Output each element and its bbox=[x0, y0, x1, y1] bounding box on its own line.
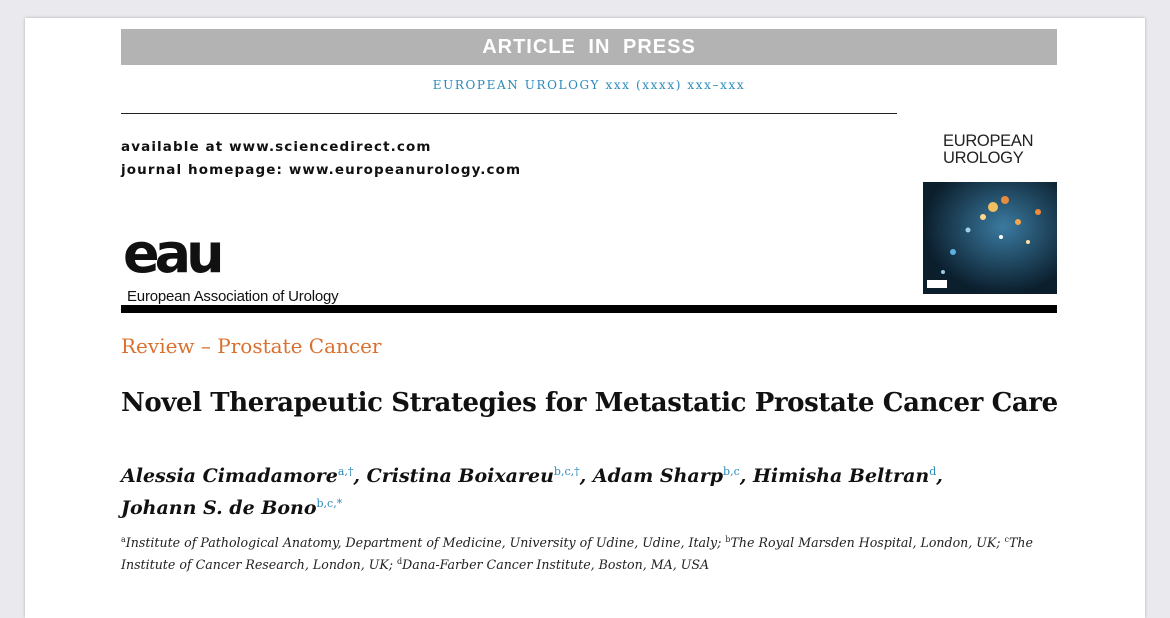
header-divider bbox=[121, 113, 897, 114]
cover-artwork bbox=[923, 182, 1057, 294]
article-title: Novel Therapeutic Strategies for Metastatic Prostate Cancer Care bbox=[121, 388, 1058, 418]
eau-association-name: European Association of Urology bbox=[127, 288, 339, 305]
affiliation-text: Dana-Farber Cancer Institute, Boston, MA, USA bbox=[402, 557, 710, 572]
author-affiliation-marks[interactable]: b,c,† bbox=[553, 465, 580, 478]
author-separator: , bbox=[739, 465, 753, 487]
cover-title bbox=[943, 133, 1033, 167]
author-name[interactable]: Himisha Beltran bbox=[752, 465, 930, 487]
journal-cover-thumbnail[interactable] bbox=[923, 127, 1057, 294]
eau-logo-lettering: eau bbox=[123, 228, 220, 280]
article-in-press-banner: ARTICLE IN PRESS bbox=[121, 29, 1057, 65]
eau-logo bbox=[121, 228, 361, 305]
cover-title-line1: EUROPEAN bbox=[943, 132, 1034, 150]
sciencedirect-availability[interactable]: available at www.sciencedirect.com bbox=[121, 139, 432, 155]
author-name[interactable]: Adam Sharp bbox=[592, 465, 724, 487]
journal-reference: EUROPEAN UROLOGY xxx (xxxx) xxx–xxx bbox=[432, 78, 746, 92]
affiliation-text: The Institute of Cancer Research, London, UK; bbox=[121, 535, 1033, 572]
author-name[interactable]: Cristina Boixareu bbox=[366, 465, 554, 487]
affiliations bbox=[121, 530, 1066, 574]
author-affiliation-marks[interactable]: d bbox=[929, 465, 937, 478]
author-affiliation-marks[interactable]: a,† bbox=[337, 465, 354, 478]
cover-title-line2: UROLOGY bbox=[943, 149, 1024, 167]
affiliation-mark: b bbox=[725, 535, 731, 544]
author-affiliation-marks[interactable]: b,c bbox=[723, 465, 740, 478]
author-name[interactable]: Johann S. de Bono bbox=[121, 497, 317, 519]
masthead-rule bbox=[121, 305, 1057, 313]
article-section-label: Review – Prostate Cancer bbox=[121, 334, 382, 358]
affiliation-text: The Royal Marsden Hospital, London, UK; bbox=[730, 535, 1005, 550]
affiliation-mark: c bbox=[1004, 535, 1010, 544]
author-name[interactable]: Alessia Cimadamore bbox=[121, 465, 338, 487]
author-affiliation-marks[interactable]: b,c,* bbox=[316, 497, 343, 510]
affiliation-text: Institute of Pathological Anatomy, Department of Medicine, University of Udine, Udine, Italy; bbox=[125, 535, 726, 550]
eau-logo-mark bbox=[121, 228, 233, 280]
author-separator: , bbox=[579, 465, 593, 487]
article-page bbox=[25, 18, 1145, 618]
journal-homepage-link[interactable]: journal homepage: www.europeanurology.com bbox=[121, 162, 522, 178]
author-list bbox=[121, 458, 1061, 522]
affiliation-mark: a bbox=[121, 535, 126, 544]
author-separator: , bbox=[353, 465, 367, 487]
author-separator: , bbox=[936, 465, 943, 487]
affiliation-mark: d bbox=[397, 557, 403, 566]
